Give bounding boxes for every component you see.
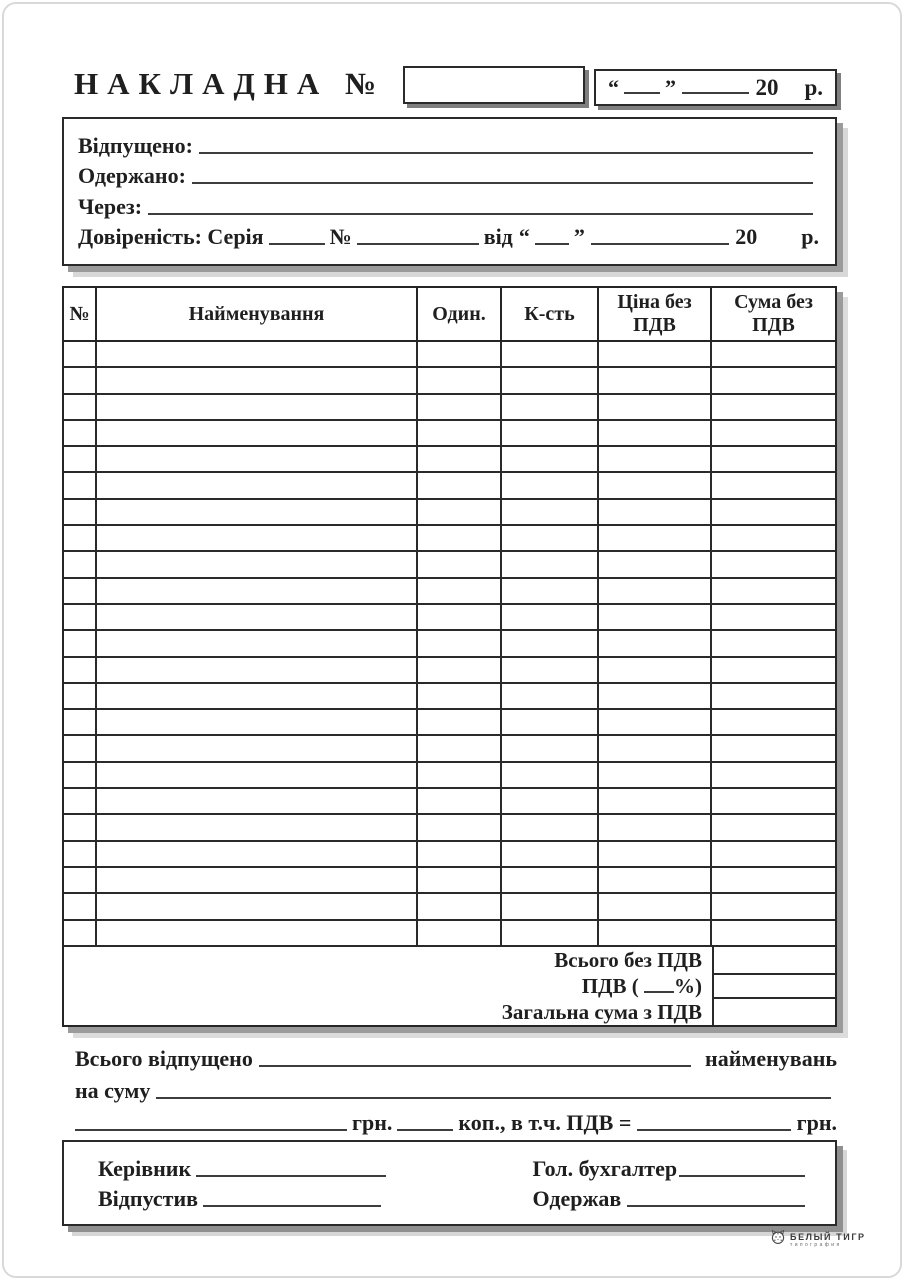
- table-cell: [97, 552, 418, 576]
- table-cell: [64, 395, 97, 419]
- table-cell: [97, 658, 418, 682]
- chief-accountant-cell: [455, 1152, 812, 1182]
- table-cell: [64, 684, 97, 708]
- table-cell: [599, 921, 712, 945]
- table-cell: [64, 342, 97, 366]
- table-body: [64, 342, 835, 947]
- table-cell: [599, 500, 712, 524]
- items-count-blank: [259, 1065, 691, 1067]
- table-cell: [64, 894, 97, 918]
- table-cell: [97, 736, 418, 760]
- table-cell: [712, 421, 835, 445]
- total-released-label: Всього відпущено: [75, 1046, 253, 1071]
- table-cell: [418, 552, 502, 576]
- received-blank: [192, 182, 813, 184]
- table-cell: [64, 552, 97, 576]
- table-cell: [97, 789, 418, 813]
- grand-total-cell: [714, 999, 835, 1025]
- vat-rate-blank: [644, 978, 674, 993]
- table-row: [64, 368, 835, 394]
- hrn-label-2: грн.: [796, 1110, 837, 1135]
- table-cell: [64, 605, 97, 629]
- table-cell: [502, 473, 599, 497]
- table-cell: [599, 842, 712, 866]
- table-cell: [712, 736, 835, 760]
- table-cell: [599, 368, 712, 392]
- printer-subtitle: типография: [790, 1241, 842, 1248]
- table-cell: [599, 473, 712, 497]
- goods-table: [62, 286, 837, 1027]
- table-cell: [64, 368, 97, 392]
- table-cell: [599, 815, 712, 839]
- summary-line-1: [75, 1042, 837, 1072]
- table-cell: [97, 342, 418, 366]
- table-row: [64, 842, 835, 868]
- table-cell: [64, 473, 97, 497]
- table-cell: [502, 500, 599, 524]
- released-by-label: Відпустив: [98, 1186, 199, 1211]
- table-cell: [599, 894, 712, 918]
- vat-amount-blank: [637, 1129, 790, 1131]
- released-by-cell: [98, 1182, 455, 1212]
- via-row: [78, 190, 819, 220]
- table-cell: [97, 447, 418, 471]
- table-row: [64, 736, 835, 762]
- table-cell: [418, 605, 502, 629]
- table-cell: [64, 710, 97, 734]
- printer-logo: [770, 1229, 866, 1250]
- table-cell: [712, 447, 835, 471]
- vat-label: ПДВ ( %): [581, 973, 702, 998]
- poa-row: [78, 220, 819, 250]
- table-cell: [64, 447, 97, 471]
- table-row: [64, 579, 835, 605]
- table-row: [64, 526, 835, 552]
- table-cell: [599, 658, 712, 682]
- table-cell: [418, 421, 502, 445]
- table-cell: [97, 763, 418, 787]
- director-signature-blank: [196, 1175, 386, 1177]
- received-label: Одержано:: [78, 163, 186, 189]
- table-cell: [64, 868, 97, 892]
- table-cell: [502, 605, 599, 629]
- table-cell: [502, 921, 599, 945]
- table-header: [64, 288, 835, 342]
- year-suffix: р.: [804, 75, 823, 100]
- table-cell: [712, 868, 835, 892]
- table-cell: [418, 368, 502, 392]
- table-cell: [64, 500, 97, 524]
- released-by-signature-blank: [203, 1205, 381, 1207]
- summary-line-3: [75, 1106, 837, 1136]
- table-cell: [599, 447, 712, 471]
- table-cell: [712, 658, 835, 682]
- table-cell: [599, 342, 712, 366]
- table-cell: [599, 526, 712, 550]
- totals-cells: [712, 947, 835, 1025]
- table-row: [64, 552, 835, 578]
- table-cell: [64, 526, 97, 550]
- table-cell: [64, 658, 97, 682]
- table-cell: [97, 605, 418, 629]
- table-row: [64, 763, 835, 789]
- poa-no-sign: №: [329, 223, 352, 249]
- table-cell: [418, 631, 502, 655]
- table-cell: [502, 526, 599, 550]
- table-cell: [712, 579, 835, 603]
- poa-number-blank: [357, 243, 479, 245]
- table-cell: [599, 631, 712, 655]
- table-row: [64, 605, 835, 631]
- amount-blank: [156, 1097, 831, 1099]
- table-cell: [97, 368, 418, 392]
- poa-from-label: від: [483, 223, 513, 249]
- poa-year-suffix: р.: [801, 223, 819, 249]
- table-cell: [97, 395, 418, 419]
- table-cell: [502, 342, 599, 366]
- table-cell: [64, 763, 97, 787]
- table-cell: [712, 526, 835, 550]
- col-name: Найменування: [97, 288, 418, 340]
- table-cell: [418, 526, 502, 550]
- table-cell: [418, 473, 502, 497]
- table-cell: [599, 552, 712, 576]
- vat-inline-label: коп., в т.ч. ПДВ =: [458, 1110, 632, 1135]
- table-cell: [712, 368, 835, 392]
- col-number: №: [64, 288, 97, 340]
- table-cell: [502, 631, 599, 655]
- table-cell: [418, 815, 502, 839]
- table-row: [64, 921, 835, 947]
- table-cell: [64, 736, 97, 760]
- col-unit: Один.: [418, 288, 502, 340]
- table-cell: [599, 605, 712, 629]
- table-cell: [712, 631, 835, 655]
- table-row: [64, 658, 835, 684]
- table-row: [64, 710, 835, 736]
- vat-cell: [714, 973, 835, 999]
- table-row: [64, 631, 835, 657]
- table-cell: [712, 395, 835, 419]
- table-cell: [712, 473, 835, 497]
- table-cell: [712, 342, 835, 366]
- table-cell: [64, 815, 97, 839]
- table-cell: [418, 658, 502, 682]
- table-cell: [599, 579, 712, 603]
- table-cell: [502, 552, 599, 576]
- received-by-label: Одержав: [532, 1186, 622, 1211]
- table-cell: [97, 868, 418, 892]
- table-cell: [418, 684, 502, 708]
- table-cell: [97, 710, 418, 734]
- table-cell: [418, 868, 502, 892]
- table-cell: [599, 789, 712, 813]
- table-cell: [502, 894, 599, 918]
- table-cell: [502, 421, 599, 445]
- table-cell: [418, 710, 502, 734]
- poa-close-quote: ”: [573, 223, 585, 249]
- director-cell: [98, 1152, 455, 1182]
- table-cell: [712, 921, 835, 945]
- table-cell: [418, 447, 502, 471]
- parties-box: [62, 117, 837, 266]
- table-cell: [712, 710, 835, 734]
- chief-accountant-label: Гол. бухгалтер: [532, 1156, 678, 1181]
- table-cell: [418, 342, 502, 366]
- poa-series-blank: [269, 243, 325, 245]
- table-cell: [599, 421, 712, 445]
- date-box: [594, 69, 837, 106]
- hrn-label-1: грн.: [352, 1110, 393, 1135]
- invoice-number-box: [403, 66, 585, 104]
- table-cell: [418, 921, 502, 945]
- table-cell: [418, 579, 502, 603]
- table-cell: [502, 658, 599, 682]
- poa-day-blank: [535, 243, 569, 245]
- day-blank: [624, 92, 660, 94]
- subtotal-label: Всього без ПДВ: [554, 947, 702, 972]
- year-prefix: 20: [755, 75, 779, 100]
- poa-label: Довіреність: Серія: [78, 223, 264, 249]
- poa-year-prefix: 20: [735, 223, 758, 249]
- table-cell: [97, 921, 418, 945]
- table-cell: [97, 894, 418, 918]
- table-cell: [712, 894, 835, 918]
- table-cell: [712, 552, 835, 576]
- signatures-box: [62, 1140, 837, 1226]
- table-row: [64, 342, 835, 368]
- table-cell: [418, 789, 502, 813]
- items-word: найменувань: [705, 1046, 837, 1071]
- director-label: Керівник: [98, 1156, 192, 1181]
- tiger-icon: [770, 1229, 786, 1250]
- table-cell: [599, 868, 712, 892]
- table-cell: [712, 789, 835, 813]
- col-sum: Сума без ПДВ: [734, 291, 813, 336]
- table-cell: [97, 815, 418, 839]
- table-cell: [418, 736, 502, 760]
- table-cell: [502, 579, 599, 603]
- table-cell: [502, 447, 599, 471]
- kop-blank: [397, 1129, 453, 1131]
- table-cell: [97, 842, 418, 866]
- table-cell: [599, 710, 712, 734]
- table-cell: [64, 631, 97, 655]
- received-row: [78, 159, 819, 189]
- table-row: [64, 395, 835, 421]
- table-cell: [64, 579, 97, 603]
- table-cell: [64, 842, 97, 866]
- via-blank: [148, 213, 813, 215]
- table-row: [64, 789, 835, 815]
- table-cell: [97, 579, 418, 603]
- table-cell: [502, 395, 599, 419]
- table-cell: [418, 894, 502, 918]
- month-blank: [682, 92, 749, 94]
- table-cell: [502, 368, 599, 392]
- table-row: [64, 500, 835, 526]
- table-cell: [712, 684, 835, 708]
- poa-month-blank: [591, 243, 729, 245]
- table-cell: [502, 789, 599, 813]
- table-totals: [64, 947, 835, 1025]
- table-cell: [418, 842, 502, 866]
- table-cell: [97, 684, 418, 708]
- chief-accountant-signature-blank: [679, 1175, 805, 1177]
- table-cell: [599, 684, 712, 708]
- table-cell: [502, 815, 599, 839]
- table-row: [64, 421, 835, 447]
- table-cell: [502, 763, 599, 787]
- table-cell: [64, 421, 97, 445]
- summary-line-2: [75, 1074, 837, 1104]
- table-row: [64, 684, 835, 710]
- table-cell: [502, 684, 599, 708]
- table-cell: [97, 421, 418, 445]
- hrn-blank: [75, 1129, 347, 1131]
- amount-label: на суму: [75, 1078, 151, 1103]
- received-by-signature-blank: [627, 1205, 805, 1207]
- table-cell: [97, 631, 418, 655]
- col-qty: К-сть: [502, 288, 599, 340]
- table-row: [64, 868, 835, 894]
- totals-labels: [64, 947, 712, 1025]
- table-cell: [418, 763, 502, 787]
- table-cell: [97, 500, 418, 524]
- table-cell: [502, 736, 599, 760]
- received-by-cell: [455, 1182, 812, 1212]
- poa-open-quote: “: [518, 223, 530, 249]
- table-cell: [712, 605, 835, 629]
- table-cell: [418, 500, 502, 524]
- table-cell: [97, 526, 418, 550]
- table-cell: [502, 868, 599, 892]
- table-cell: [599, 763, 712, 787]
- table-cell: [502, 842, 599, 866]
- table-cell: [418, 395, 502, 419]
- table-row: [64, 473, 835, 499]
- table-cell: [599, 395, 712, 419]
- table-cell: [712, 815, 835, 839]
- table-cell: [712, 842, 835, 866]
- table-row: [64, 815, 835, 841]
- col-price: Ціна без ПДВ: [599, 288, 712, 340]
- table-cell: [599, 736, 712, 760]
- released-label: Відпущено:: [78, 133, 193, 158]
- form-title: НАКЛАДНА №: [74, 66, 386, 101]
- table-cell: [712, 763, 835, 787]
- released-blank: [199, 152, 813, 154]
- released-row: [78, 129, 819, 159]
- table-cell: [97, 473, 418, 497]
- table-cell: [64, 921, 97, 945]
- open-quote: “: [608, 75, 619, 100]
- table-cell: [502, 710, 599, 734]
- grand-total-label: Загальна сума з ПДВ: [501, 999, 702, 1024]
- table-row: [64, 894, 835, 920]
- printer-name: БЕЛЫЙ ТИГР: [790, 1231, 866, 1242]
- table-cell: [712, 500, 835, 524]
- table-row: [64, 447, 835, 473]
- subtotal-cell: [714, 947, 835, 973]
- close-quote: ”: [665, 75, 676, 100]
- table-cell: [64, 789, 97, 813]
- summary-section: [75, 1042, 837, 1138]
- via-label: Через:: [78, 193, 143, 219]
